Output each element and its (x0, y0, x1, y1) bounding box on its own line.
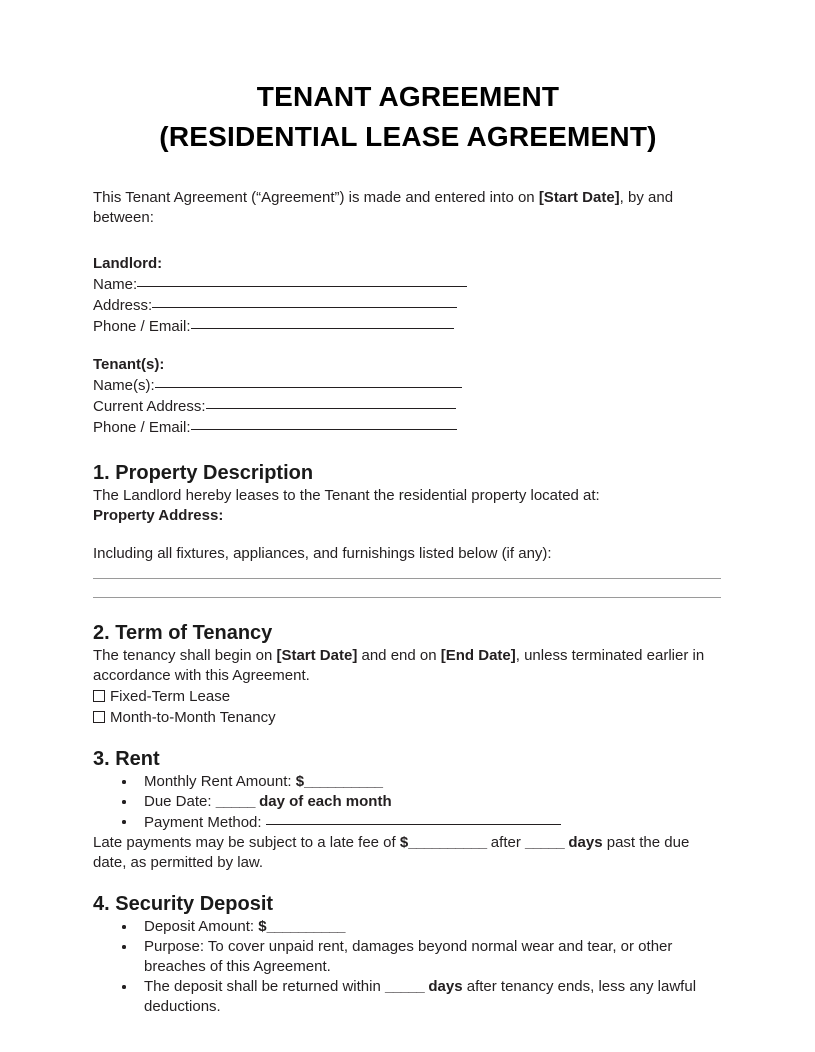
list-item (93, 977, 723, 1017)
document-title-line-1: TENANT AGREEMENT (256, 81, 560, 112)
late-fee-text-3: past the due date, as permitted by law. (93, 834, 690, 871)
section-1-lead: The Landlord hereby leases to the Tenant the residential property located at: (93, 487, 600, 504)
section-1-heading: 1. Property Description (93, 462, 314, 484)
landlord-contact-row (93, 316, 723, 337)
monthly-rent-label: Monthly Rent Amount: (144, 773, 296, 790)
late-fee-text-1: Late payments may be subject to a late fee of (93, 834, 400, 851)
tenants-heading: Tenant(s): (93, 356, 165, 373)
tenant-contact-label: Phone / Email: (93, 419, 191, 436)
tenant-current-address-input[interactable] (206, 396, 456, 409)
payment-method-input[interactable] (266, 812, 561, 825)
deposit-purpose-text: Purpose: To cover unpaid rent, damages beyond normal wear and tear, or other breaches of this Agreement. (144, 938, 673, 975)
due-date-input[interactable]: _____ (215, 793, 255, 810)
term-end-date-placeholder: [End Date] (440, 647, 516, 664)
deposit-amount-currency: $ (258, 918, 267, 935)
bullet-icon (122, 945, 126, 949)
tenant-names-label: Name(s): (93, 377, 155, 394)
late-fee-days-input[interactable]: _____ (525, 834, 565, 851)
bullet-icon (122, 985, 126, 989)
fixed-term-lease-label: Fixed-Term Lease (110, 688, 231, 705)
late-fee-paragraph (93, 833, 723, 873)
month-to-month-option[interactable] (93, 707, 723, 728)
tenant-contact-row (93, 417, 723, 438)
bullet-icon (122, 925, 126, 929)
landlord-heading: Landlord: (93, 255, 163, 272)
tenant-contact-input[interactable] (191, 417, 457, 430)
late-fee-text-2: after (486, 834, 525, 851)
intro-text-after: , by and between: (93, 189, 674, 226)
landlord-name-row (93, 274, 723, 295)
document-content (93, 0, 723, 1017)
rent-bullet-list (93, 772, 723, 833)
late-fee-amount-input[interactable]: __________ (408, 834, 487, 851)
month-to-month-label: Month-to-Month Tenancy (110, 709, 276, 726)
deposit-amount-input[interactable]: __________ (266, 918, 346, 935)
deposit-amount-label: Deposit Amount: (144, 918, 259, 935)
monthly-rent-input[interactable]: __________ (304, 773, 383, 790)
late-fee-currency: $ (399, 834, 409, 851)
section-3-heading: 3. Rent (93, 748, 160, 770)
list-item (93, 812, 723, 833)
section-2-body (93, 646, 723, 686)
property-address-label: Property Address: (93, 507, 224, 524)
deposit-return-days-input[interactable]: _____ (384, 978, 425, 995)
monthly-rent-currency: $ (295, 773, 305, 790)
term-body-3: , unless terminated earlier in accordance with this Agreement. (93, 647, 705, 684)
section-4-heading: 4. Security Deposit (93, 893, 274, 915)
checkbox-icon[interactable] (93, 711, 105, 723)
bullet-icon (122, 780, 126, 784)
deposit-return-text-2: after tenancy ends, less any lawful deductions. (144, 978, 697, 1015)
checkbox-icon[interactable] (93, 690, 105, 702)
term-body-2: and end on (357, 647, 441, 664)
late-fee-days-word: days (564, 834, 603, 851)
document-title-line-2: (RESIDENTIAL LEASE AGREEMENT) (159, 121, 657, 152)
intro-start-date-placeholder: [Start Date] (538, 189, 620, 206)
security-deposit-bullet-list (93, 917, 723, 1017)
term-start-date-placeholder: [Start Date] (276, 647, 358, 664)
fixtures-text: Including all fixtures, appliances, and furnishings listed below (if any): (93, 545, 552, 562)
landlord-contact-input[interactable] (191, 316, 454, 329)
landlord-name-label: Name: (93, 276, 138, 293)
tenant-names-input[interactable] (155, 375, 462, 388)
due-date-label: Due Date: (144, 793, 216, 810)
section-2-heading: 2. Term of Tenancy (93, 622, 273, 644)
deposit-return-text-1: The deposit shall be returned within (144, 978, 385, 995)
landlord-address-input[interactable] (152, 295, 457, 308)
tenant-current-address-row (93, 396, 723, 417)
payment-method-label: Payment Method: (144, 814, 266, 831)
landlord-address-label: Address: (93, 297, 153, 314)
bullet-icon (122, 800, 126, 804)
bullet-icon (122, 820, 126, 824)
list-item (93, 937, 723, 977)
term-body-1: The tenancy shall begin on (93, 647, 277, 664)
intro-text-before: This Tenant Agreement (“Agreement”) is made and entered into on (93, 189, 539, 206)
fixed-term-lease-option[interactable] (93, 686, 723, 707)
intro-paragraph (93, 156, 723, 228)
deposit-return-days-word: days (424, 978, 463, 995)
list-item (93, 792, 723, 812)
landlord-name-input[interactable] (137, 274, 467, 287)
list-item (93, 917, 723, 937)
landlord-contact-label: Phone / Email: (93, 318, 191, 335)
tenant-current-address-label: Current Address: (93, 398, 206, 415)
list-item (93, 772, 723, 792)
landlord-address-row (93, 295, 723, 316)
due-date-suffix: day of each month (254, 793, 392, 810)
tenant-names-row (93, 375, 723, 396)
